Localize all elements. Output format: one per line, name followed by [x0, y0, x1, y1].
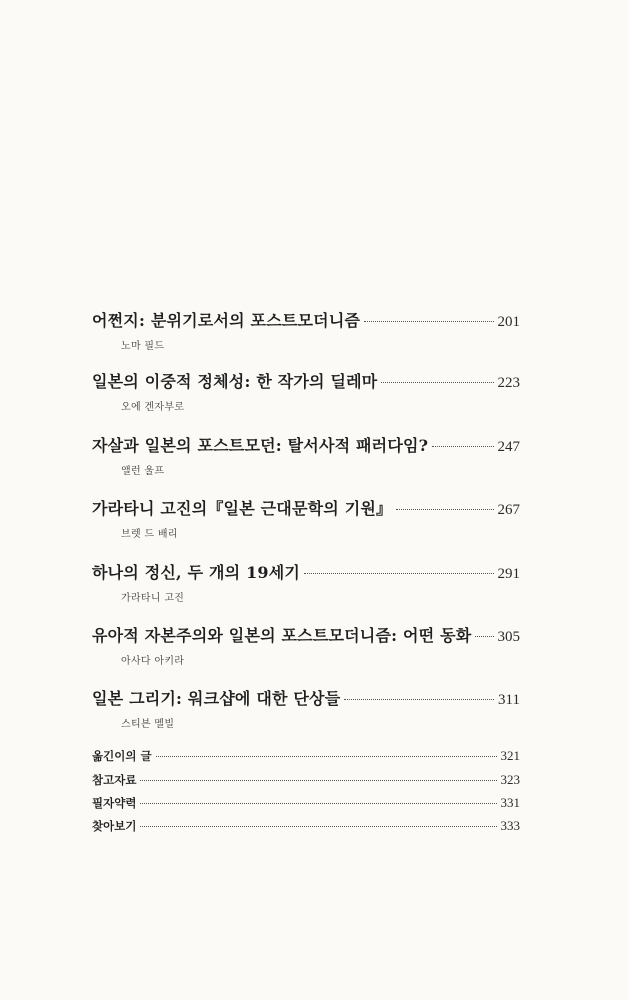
chapter-title: 일본 그리기: 워크샵에 대한 단상들 [92, 689, 341, 708]
back-matter-entry[interactable] [92, 795, 520, 811]
dot-leader [344, 699, 494, 700]
chapter-title: 유아적 자본주의와 일본의 포스트모더니즘: 어떤 동화 [92, 626, 472, 645]
chapter-author: 브렛 드 배리 [121, 529, 178, 540]
chapter-author: 오에 겐자부로 [121, 402, 185, 413]
toc-entry[interactable] [92, 496, 520, 540]
page-number: 223 [497, 375, 520, 391]
back-matter-title: 찾아보기 [92, 819, 137, 833]
dot-leader [140, 826, 496, 827]
back-matter-title: 옮긴이의 글 [92, 749, 152, 763]
dot-leader [475, 636, 493, 637]
page-number: 321 [500, 748, 520, 763]
chapter-title: 하나의 정신, 두 개의 19세기 [92, 563, 301, 582]
dot-leader [396, 509, 493, 510]
toc-entry[interactable] [92, 623, 520, 667]
chapter-author: 아사다 아키라 [121, 656, 185, 667]
page-number: 333 [500, 818, 520, 833]
toc-entry[interactable] [92, 686, 520, 730]
dot-leader [140, 780, 496, 781]
entry-line [92, 686, 520, 709]
page-number: 201 [497, 314, 520, 330]
entry-line [92, 433, 520, 456]
dot-leader [304, 573, 493, 574]
chapter-author: 가라타니 고진 [121, 593, 185, 604]
toc-entry[interactable] [92, 560, 520, 604]
entry-line [92, 748, 520, 764]
dot-leader [140, 803, 496, 804]
back-matter-title: 참고자료 [92, 773, 137, 787]
back-matter-entry[interactable] [92, 818, 520, 834]
entry-line [92, 795, 520, 811]
back-matter-title: 필자약력 [92, 796, 137, 810]
back-matter-entry[interactable] [92, 748, 520, 764]
dot-leader [381, 382, 493, 383]
chapter-author: 스티븐 멜빌 [121, 719, 175, 730]
entry-line [92, 623, 520, 646]
entry-line [92, 496, 520, 519]
dot-leader [156, 756, 497, 757]
toc-entry[interactable] [92, 433, 520, 477]
back-matter-entry[interactable] [92, 772, 520, 788]
toc-entry[interactable] [92, 369, 520, 413]
chapter-author: 앨런 울프 [121, 466, 165, 477]
page-number: 311 [498, 692, 520, 708]
page-number: 305 [497, 629, 520, 645]
dot-leader [364, 321, 493, 322]
entry-line [92, 369, 520, 392]
page-number: 291 [497, 566, 520, 582]
page-number: 267 [497, 502, 520, 518]
page-number: 323 [500, 772, 520, 787]
chapter-title: 가라타니 고진의『일본 근대문학의 기원』 [92, 499, 393, 518]
chapter-title: 자살과 일본의 포스트모던: 탈서사적 패러다임? [92, 436, 429, 455]
dot-leader [432, 446, 493, 447]
page-number: 247 [497, 439, 520, 455]
toc-entry[interactable] [92, 308, 520, 352]
chapter-title: 어쩐지: 분위기로서의 포스트모더니즘 [92, 311, 361, 330]
page-number: 331 [500, 795, 520, 810]
entry-line [92, 308, 520, 331]
entry-line [92, 772, 520, 788]
chapter-title: 일본의 이중적 정체성: 한 작가의 딜레마 [92, 372, 378, 391]
chapter-author: 노마 필드 [121, 341, 165, 352]
entry-line [92, 560, 520, 583]
entry-line [92, 818, 520, 834]
